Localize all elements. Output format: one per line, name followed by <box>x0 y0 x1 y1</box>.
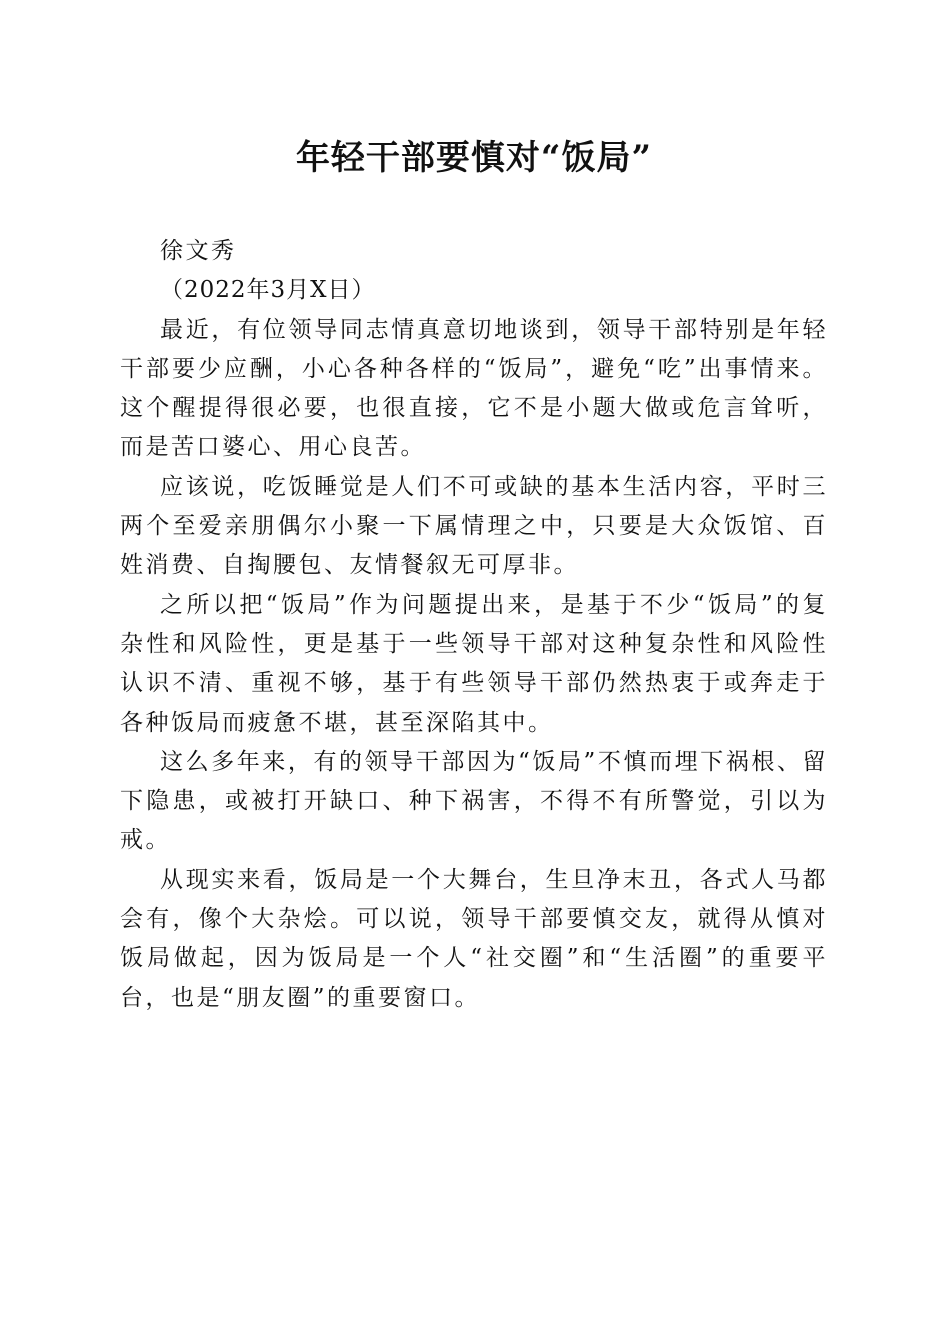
paragraph-5: 从现实来看，饭局是一个大舞台，生旦净末丑，各式人马都会有，像个大杂烩。可以说，领导干部要慎交友，就得从慎对饭局做起，因为饭局是一个人“社交圈”和“生活圈”的重要平台，也是“朋友圈”的重要窗口。 <box>120 866 828 1011</box>
author-line: 徐文秀 <box>160 238 237 264</box>
paragraph-1: 最近，有位领导同志情真意切地谈到，领导干部特别是年轻干部要少应酬，小心各种各样的“饭局”，避免“吃”出事情来。这个醒提得很必要，也很直接，它不是小题大做或危言耸听，而是苦口婆心、用心良苦。 <box>120 316 828 461</box>
paragraph-2: 应该说，吃饭睡觉是人们不可或缺的基本生活内容，平时三两个至爱亲朋偶尔小聚一下属情理之中，只要是大众饭馆、百姓消费、自掏腰包、友情餐叙无可厚非。 <box>120 473 828 579</box>
paragraph-4: 这么多年来，有的领导干部因为“饭局”不慎而埋下祸根、留下隐患，或被打开缺口、种下祸害，不得不有所警觉，引以为戒。 <box>120 748 828 854</box>
document-title: 年轻干部要慎对“饭局” <box>295 138 653 178</box>
document-body <box>120 232 828 1018</box>
paragraph-3: 之所以把“饭局”作为问题提出来，是基于不少“饭局”的复杂性和风险性，更是基于一些领导干部对这种复杂性和风险性认识不清、重视不够，基于有些领导干部仍然热衷于或奔走于各种饭局而疲惫不堪，甚至深陷其中。 <box>120 591 828 736</box>
date-line: （2022年3月X日） <box>160 277 376 304</box>
